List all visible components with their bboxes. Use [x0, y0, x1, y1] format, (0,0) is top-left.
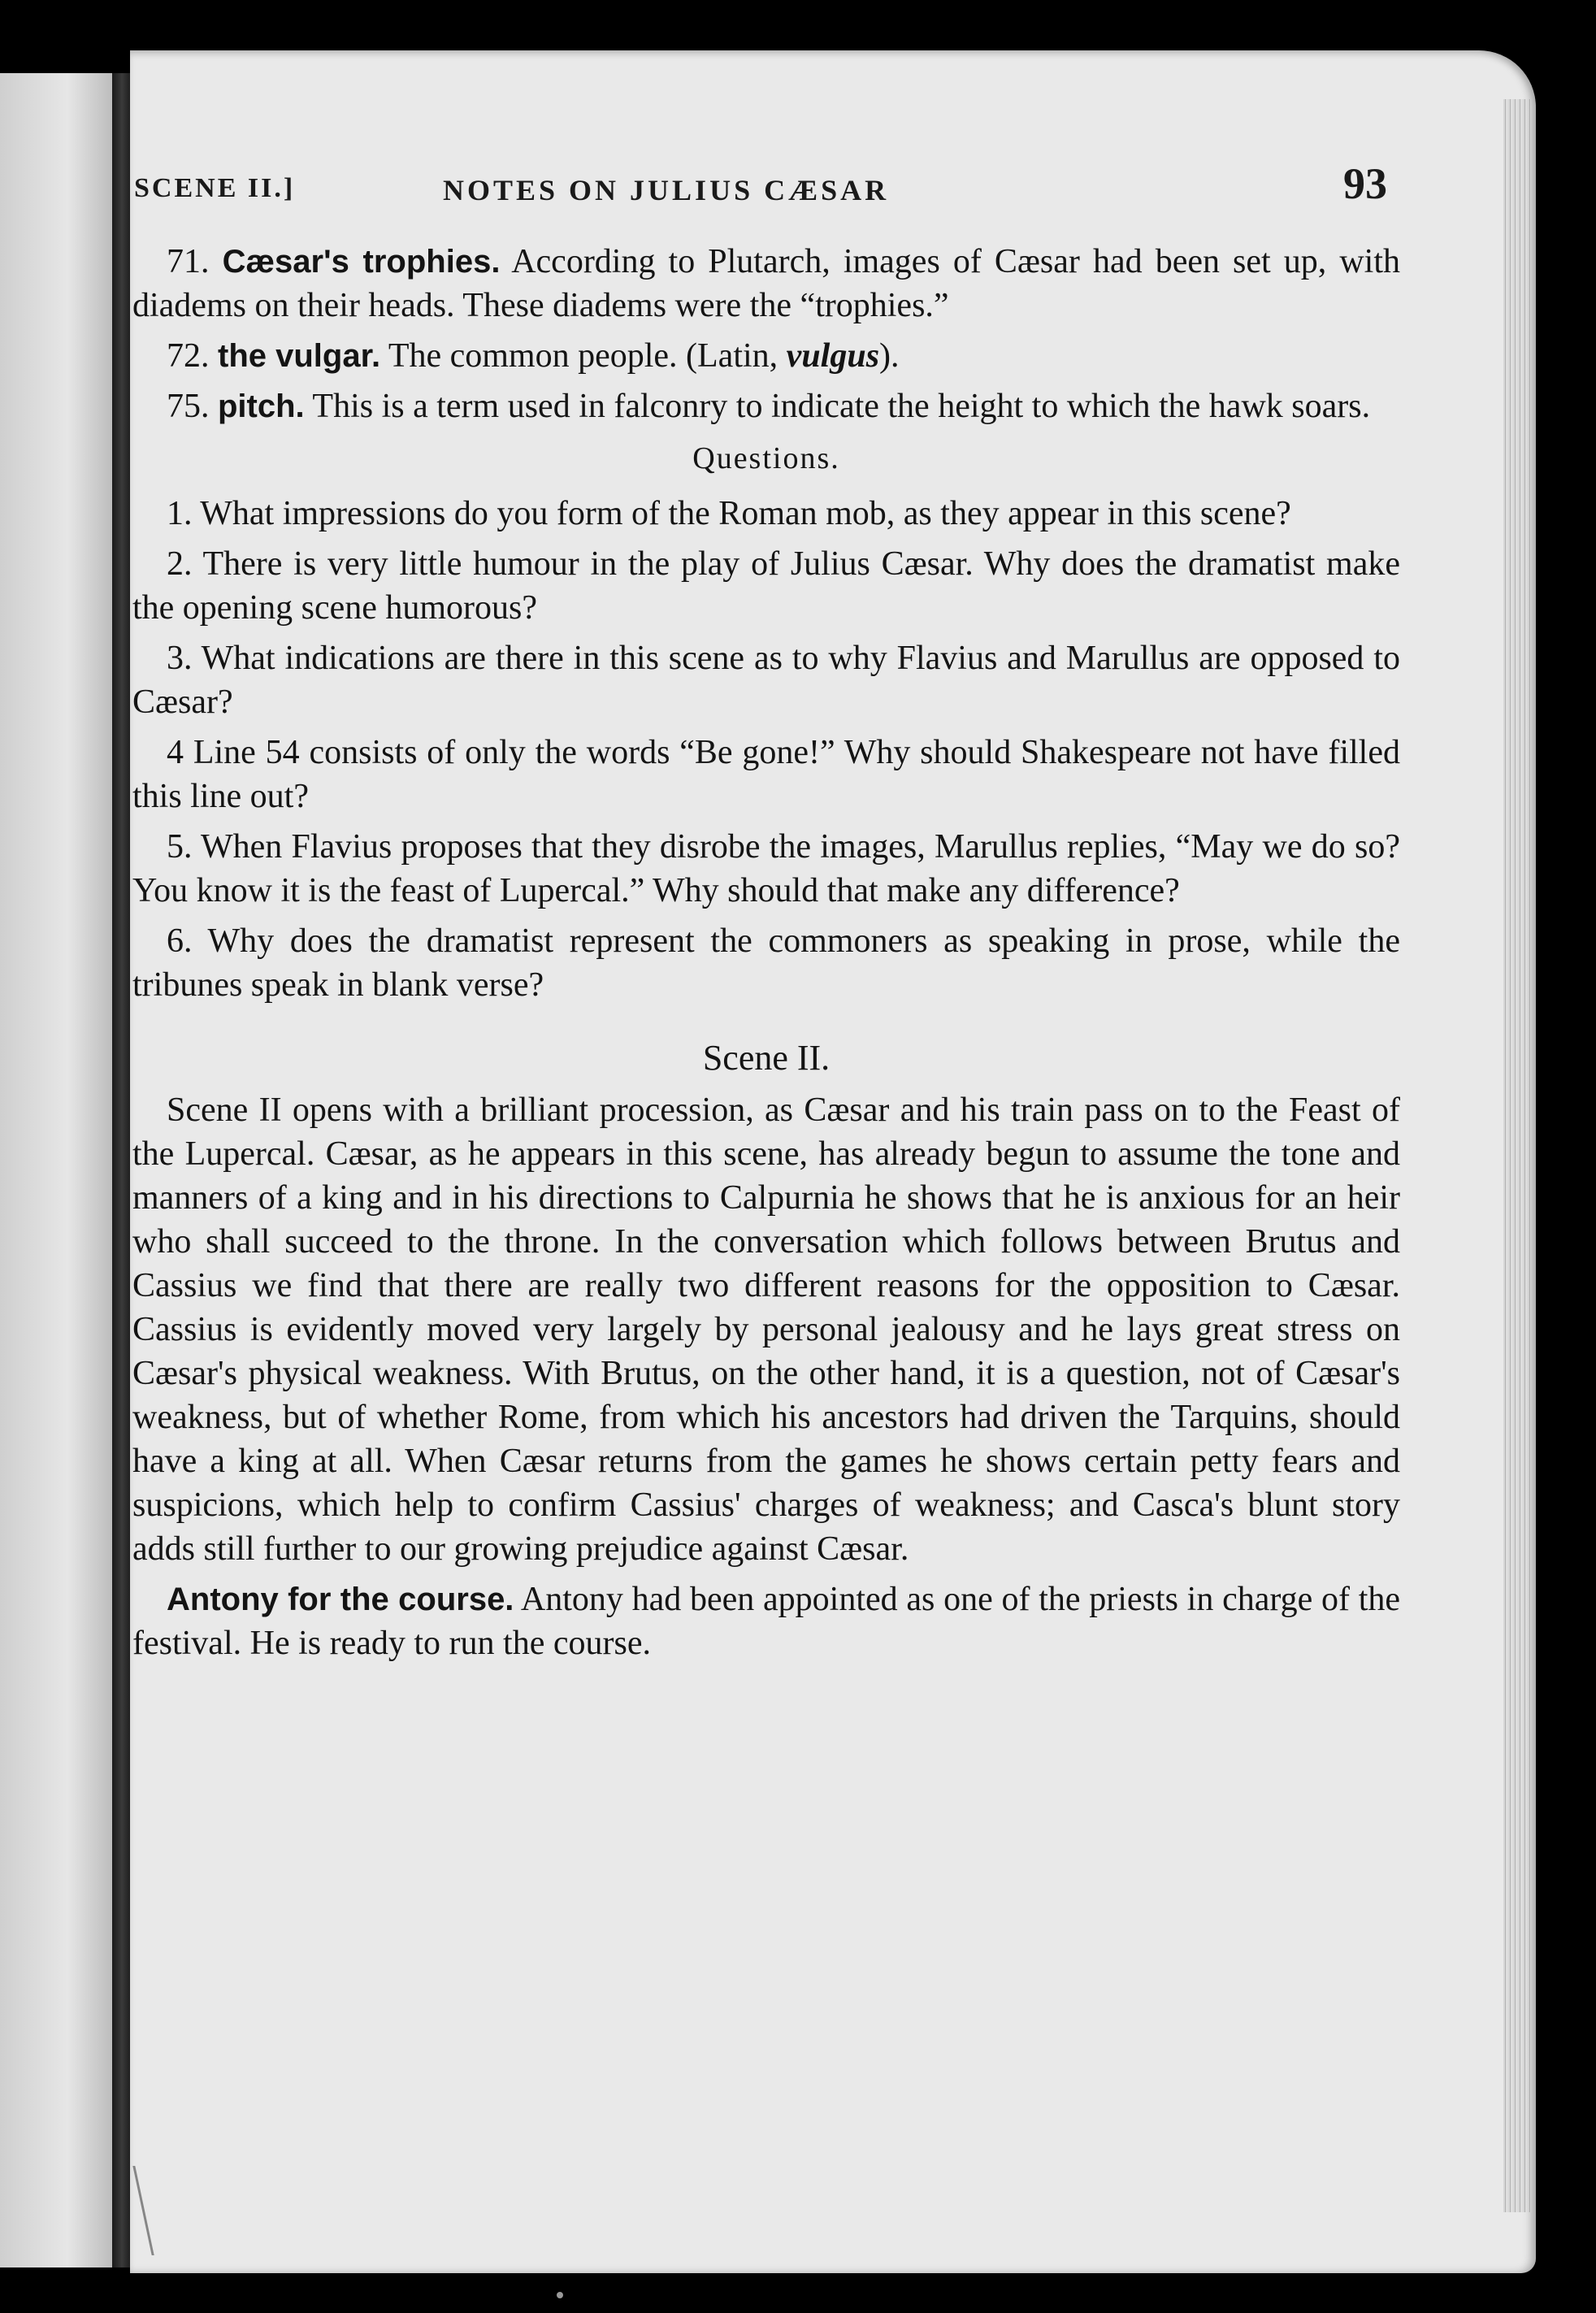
note-number: 75.: [167, 388, 210, 425]
question-6: 6. Why does the dramatist represent the commoners as speaking in prose, while the tribunes speak in blank verse?: [132, 922, 1400, 1004]
questions-heading: Questions.: [692, 441, 840, 475]
question-2: 2. There is very little humour in the play of Julius Cæsar. Why does the dramatist make the opening scene humorous?: [132, 545, 1400, 627]
note-72: [132, 334, 1400, 378]
note-antony: [132, 1577, 1400, 1665]
header-title: NOTES ON JULIUS CÆSAR: [443, 174, 890, 206]
question-3: 3. What indications are there in this scene as to why Flavius and Marullus are opposed to Cæsar?: [132, 640, 1400, 721]
note-text-end: ).: [879, 337, 900, 375]
note-71: [132, 240, 1400, 328]
header-scene-label: SCENE II.]: [134, 173, 296, 203]
question-5: 5. When Flavius proposes that they disrobe the images, Marullus replies, “May we do so? You know it is the feast of Lupercal.” Why should that make any difference?: [132, 828, 1400, 909]
latin-word: vulgus: [786, 337, 880, 375]
page-edge-stack: [1503, 99, 1531, 2212]
scan-speck: [557, 2292, 563, 2298]
note-text: The common people. (Latin,: [388, 337, 778, 375]
note-term: Antony for the course.: [167, 1582, 514, 1617]
facing-page-edge: [0, 73, 112, 2267]
note-text: According to Plutarch, images of Cæsar had been set up, with diadems on their heads. These diadems were the “trophies.”: [132, 243, 1401, 324]
note-term: the vulgar.: [218, 338, 381, 374]
note-text: Antony had been appointed as one of the priests in charge of the festival. He is ready to run the course.: [132, 1581, 1401, 1662]
note-text: This is a term used in falconry to indicate the height to which the hawk soars.: [312, 388, 1371, 425]
page-number: 93: [1343, 159, 1387, 208]
note-term: pitch.: [218, 388, 305, 424]
note-75: [132, 384, 1400, 428]
book-gutter: [112, 73, 132, 2267]
running-header: [134, 158, 1394, 215]
note-number: 71.: [167, 243, 210, 280]
note-term: Cæsar's trophies.: [222, 244, 501, 280]
question-1: 1. What impressions do you form of the Roman mob, as they appear in this scene?: [167, 495, 1291, 532]
question-4: 4 Line 54 consists of only the words “Be gone!” Why should Shakespeare not have filled this line out?: [132, 734, 1400, 815]
note-number: 72.: [167, 337, 210, 375]
page-body: [132, 240, 1400, 1672]
scene-summary: Scene II opens with a brilliant procession, as Cæsar and his train pass on to the Feast of the Lupercal. Cæsar, as he appears in this scene, has already begun to assume the tone and manners of a king and in his directions to Calpurnia he shows that he is anxious for an heir who shall succeed to the throne. In the conversation which follows between Brutus and Cassius we find that there are really two different reasons for the opposition to Cæsar. Cassius is evidently moved very largely by personal jealousy and he lays great stress on Cæsar's physical weakness. With Brutus, on the other hand, it is a question, not of Cæsar's weakness, but of whether Rome, from which his ancestors had driven the Tarquins, should have a king at all. When Cæsar returns from the games he shows certain petty fears and suspicions, which help to confirm Cassius' charges of weakness; and Casca's blunt story adds still further to our growing prejudice against Cæsar.: [132, 1091, 1400, 1568]
scene-heading: Scene II.: [702, 1038, 831, 1078]
